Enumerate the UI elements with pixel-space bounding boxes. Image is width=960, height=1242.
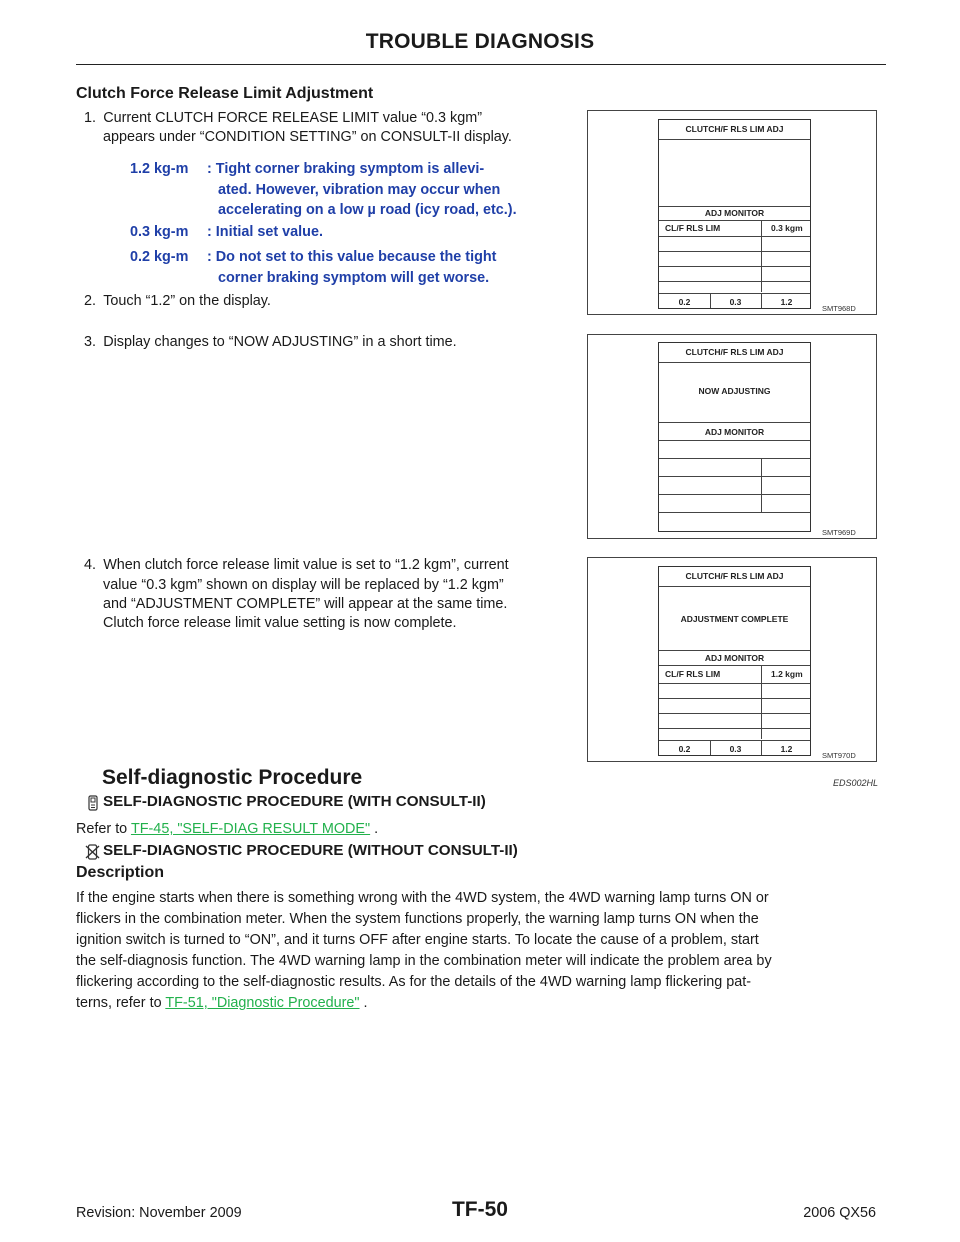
figure-caption: SMT970D	[822, 751, 856, 760]
step-4-line-4: Clutch force release limit value setting is now complete.	[103, 615, 457, 631]
step-4-line-2: value “0.3 kgm” shown on display will be replaced by “1.2 kgm”	[103, 577, 504, 593]
refer-suffix: .	[370, 821, 379, 837]
step-1-line-2: appears under “CONDITION SETTING” on CONSULT-II display.	[103, 129, 512, 145]
figure-caption: SMT968D	[822, 304, 856, 313]
adj-monitor-label: ADJ MONITOR	[704, 427, 765, 437]
status-message: NOW ADJUSTING	[698, 386, 771, 396]
description-line-last	[76, 993, 368, 1014]
consult-screen	[658, 566, 811, 756]
figure-caption: SMT969D	[822, 528, 856, 537]
setting-desc-line: corner braking symptom will get worse.	[218, 269, 490, 286]
setting-desc-line: accelerating on a low µ road (icy road, etc.).	[218, 202, 517, 218]
refer-prefix: Refer to	[76, 821, 131, 837]
consult-tool-icon	[86, 795, 100, 811]
refer-line	[76, 819, 378, 840]
document-code: EDS002HL	[832, 778, 878, 788]
description-line: the self-diagnosis function. The 4WD warning lamp in the combination meter will indicate the problem area by	[76, 953, 772, 969]
setting-button-0-3: 0.3	[729, 297, 742, 307]
description-line: ignition switch is turned to “ON”, and it turns OFF after engine starts. To locate the cause of a problem, start	[76, 932, 759, 948]
setting-key: 0.2 kg-m	[130, 249, 189, 265]
without-consult-heading: SELF-DIAGNOSTIC PROCEDURE (WITHOUT CONSULT-II)	[103, 842, 518, 859]
screen-title: CLUTCH/F RLS LIM ADJ	[685, 347, 784, 357]
figure-smt969d	[587, 334, 877, 539]
page-header-title: TROUBLE DIAGNOSIS	[365, 30, 595, 53]
setting-button-0-2: 0.2	[678, 744, 691, 754]
consult-screen	[658, 119, 811, 309]
footer-revision: Revision: November 2009	[76, 1205, 242, 1221]
description-line: flickering according to the self-diagnostic results. As for the details of the 4WD warning lamp flickering pat-	[76, 974, 752, 990]
monitor-item-value: 1.2 kgm	[771, 669, 803, 679]
footer-page-number: TF-50	[451, 1198, 508, 1221]
setting-key: 1.2 kg-m	[130, 161, 189, 177]
footer-model: 2006 QX56	[803, 1205, 876, 1221]
no-consult-tool-icon	[85, 844, 100, 860]
adj-monitor-label: ADJ MONITOR	[704, 208, 765, 218]
step-3: 3. Display changes to “NOW ADJUSTING” in a short time.	[84, 334, 457, 350]
monitor-item-label: CL/F RLS LIM	[665, 669, 721, 679]
screen-title: CLUTCH/F RLS LIM ADJ	[685, 124, 784, 134]
monitor-item-value: 0.3 kgm	[771, 223, 803, 233]
screen-title: CLUTCH/F RLS LIM ADJ	[685, 571, 784, 581]
description-line: flickers in the combination meter. When the system functions properly, the warning lamp turns ON when the	[76, 911, 759, 927]
setting-desc-line: : Do not set to this value because the tight	[207, 249, 497, 265]
section-title: Clutch Force Release Limit Adjustment	[76, 85, 374, 102]
description-line: If the engine starts when there is something wrong with the 4WD system, the 4WD warning lamp turns ON or	[76, 890, 769, 906]
header-rule	[76, 64, 886, 65]
setting-button-0-3: 0.3	[729, 744, 742, 754]
link-tf-51[interactable]: TF-51, "Diagnostic Procedure"	[165, 995, 360, 1011]
adj-monitor-label: ADJ MONITOR	[704, 653, 765, 663]
setting-button-1-2: 1.2	[780, 744, 793, 754]
with-consult-heading: SELF-DIAGNOSTIC PROCEDURE (WITH CONSULT-II)	[103, 793, 486, 810]
description-text: .	[359, 995, 368, 1011]
setting-desc-line: ated. However, vibration may occur when	[218, 181, 501, 198]
step-4-line-3: and “ADJUSTMENT COMPLETE” will appear at the same time.	[103, 596, 508, 612]
setting-key: 0.3 kg-m	[130, 224, 189, 240]
figure-smt968d	[587, 110, 877, 315]
figure-smt970d	[587, 557, 877, 762]
monitor-item-label: CL/F RLS LIM	[665, 223, 721, 233]
setting-desc-line: : Initial set value.	[207, 224, 323, 240]
step-4-line-1: 4. When clutch force release limit value is set to “1.2 kgm”, current	[84, 557, 509, 573]
description-heading: Description	[76, 864, 165, 881]
setting-button-1-2: 1.2	[780, 297, 793, 307]
description-text: terns, refer to	[76, 995, 166, 1011]
step-2: 2. Touch “1.2” on the display.	[84, 293, 271, 309]
link-tf-45[interactable]: TF-45, "SELF-DIAG RESULT MODE"	[130, 821, 371, 837]
step-1-line-1: 1. Current CLUTCH FORCE RELEASE LIMIT value “0.3 kgm”	[84, 110, 482, 126]
setting-desc-line: : Tight corner braking symptom is allevi-	[207, 161, 485, 177]
status-message: ADJUSTMENT COMPLETE	[680, 614, 789, 624]
setting-button-0-2: 0.2	[678, 297, 691, 307]
self-diag-heading: Self-diagnostic Procedure	[102, 766, 363, 789]
consult-screen	[658, 342, 811, 532]
setting-table	[130, 159, 580, 289]
